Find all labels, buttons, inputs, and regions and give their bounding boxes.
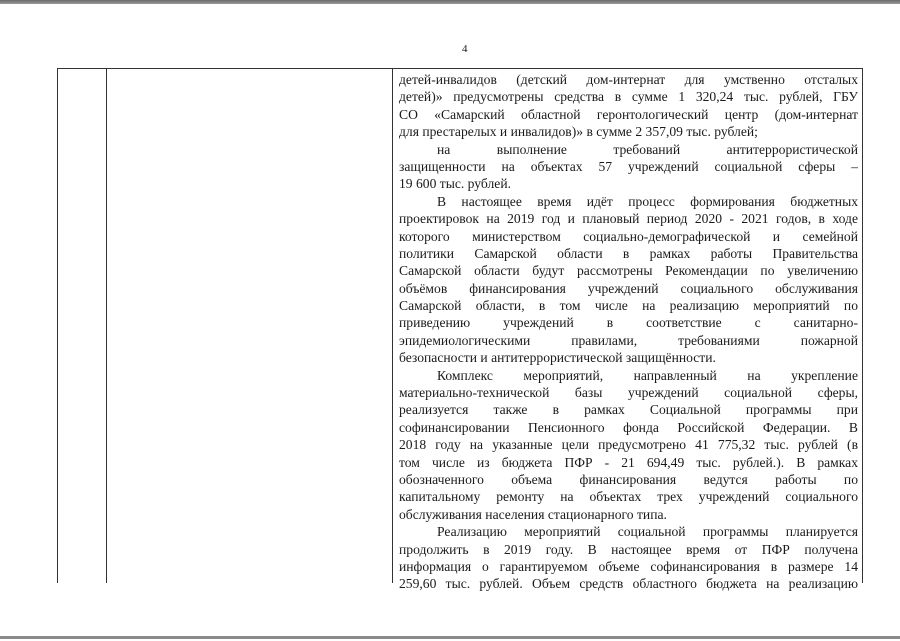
text-line: эпидемиологическими правилами, требованиями пожарной: [399, 332, 858, 348]
column-divider-2: [392, 69, 393, 583]
text-line: том числе из бюджета ПФР - 21 694,49 тыс. рублей.). В рамках: [399, 454, 858, 470]
text-line: Комплекс мероприятий, направленный на укрепление: [437, 367, 858, 383]
text-line: безопасности и антитеррористической защищённости.: [399, 350, 716, 366]
text-line: которого министерством социально-демографической и семейной: [399, 228, 858, 244]
table-cell-content: [399, 71, 858, 593]
text-line: обслуживания населения стационарного типа.: [399, 506, 667, 522]
text-line: информация о гарантируемом объеме софинансирования в размере 14: [399, 558, 858, 574]
text-line: Реализацию мероприятий социальной программы планируется: [437, 524, 858, 540]
text-line: детей-инвалидов (детский дом-интернат для умственно отсталых: [399, 72, 858, 87]
text-line: софинансировании Пенсионного фонда Российской Федерации. В: [399, 419, 858, 435]
text-line: В настоящее время идёт процесс формирования бюджетных: [437, 193, 858, 209]
text-line: для престарелых и инвалидов)» в сумме 2 357,09 тыс. рублей;: [399, 124, 758, 140]
scan-top-edge: [0, 0, 900, 4]
text-line: Самарской области, в том числе на реализацию мероприятий по: [399, 298, 858, 314]
page-number: 4: [462, 43, 468, 55]
text-line: политики Самарской области в рамках работы Правительства: [399, 245, 858, 261]
text-line: обозначенного объема финансирования ведутся работы по: [399, 471, 858, 487]
text-line: проектировок на 2019 год и плановый период 2020 - 2021 годов, в ходе: [399, 211, 858, 227]
text-line: Самарской области будут рассмотрены Рекомендации по увеличению: [399, 263, 858, 279]
text-line: капитальному ремонту на объектах трех учреждений социального: [399, 489, 858, 505]
text-line: реализуется также в рамках Социальной программы при: [399, 402, 858, 418]
text-line: 259,60 тыс. рублей. Объем средств областного бюджета на реализацию: [399, 576, 858, 592]
column-divider-1: [106, 69, 107, 583]
text-line: приведению учреждений в соответствие с санитарно-: [399, 315, 858, 331]
text-line: 19 600 тыс. рублей.: [399, 176, 511, 192]
document-table: [57, 68, 863, 592]
text-line: 2018 году на указанные цели предусмотрено 41 775,32 тыс. рублей (в: [399, 437, 858, 453]
text-line: защищенности на объектах 57 учреждений социальной сферы –: [399, 158, 858, 174]
text-line: продолжить в 2019 году. В настоящее время от ПФР получена: [399, 541, 858, 557]
text-line: детей)» предусмотрены средства в сумме 1 320,24 тыс. рублей, ГБУ: [399, 89, 858, 105]
text-line: объёмов финансирования учреждений социального обслуживания: [399, 280, 858, 296]
text-line: СО «Самарский областной геронтологический центр (дом-интернат: [399, 106, 858, 122]
scan-bottom-edge: [0, 636, 900, 639]
text-line: на выполнение требований антитеррористической: [437, 141, 858, 157]
text-line: материально-технической базы учреждений социальной сферы,: [399, 385, 858, 401]
